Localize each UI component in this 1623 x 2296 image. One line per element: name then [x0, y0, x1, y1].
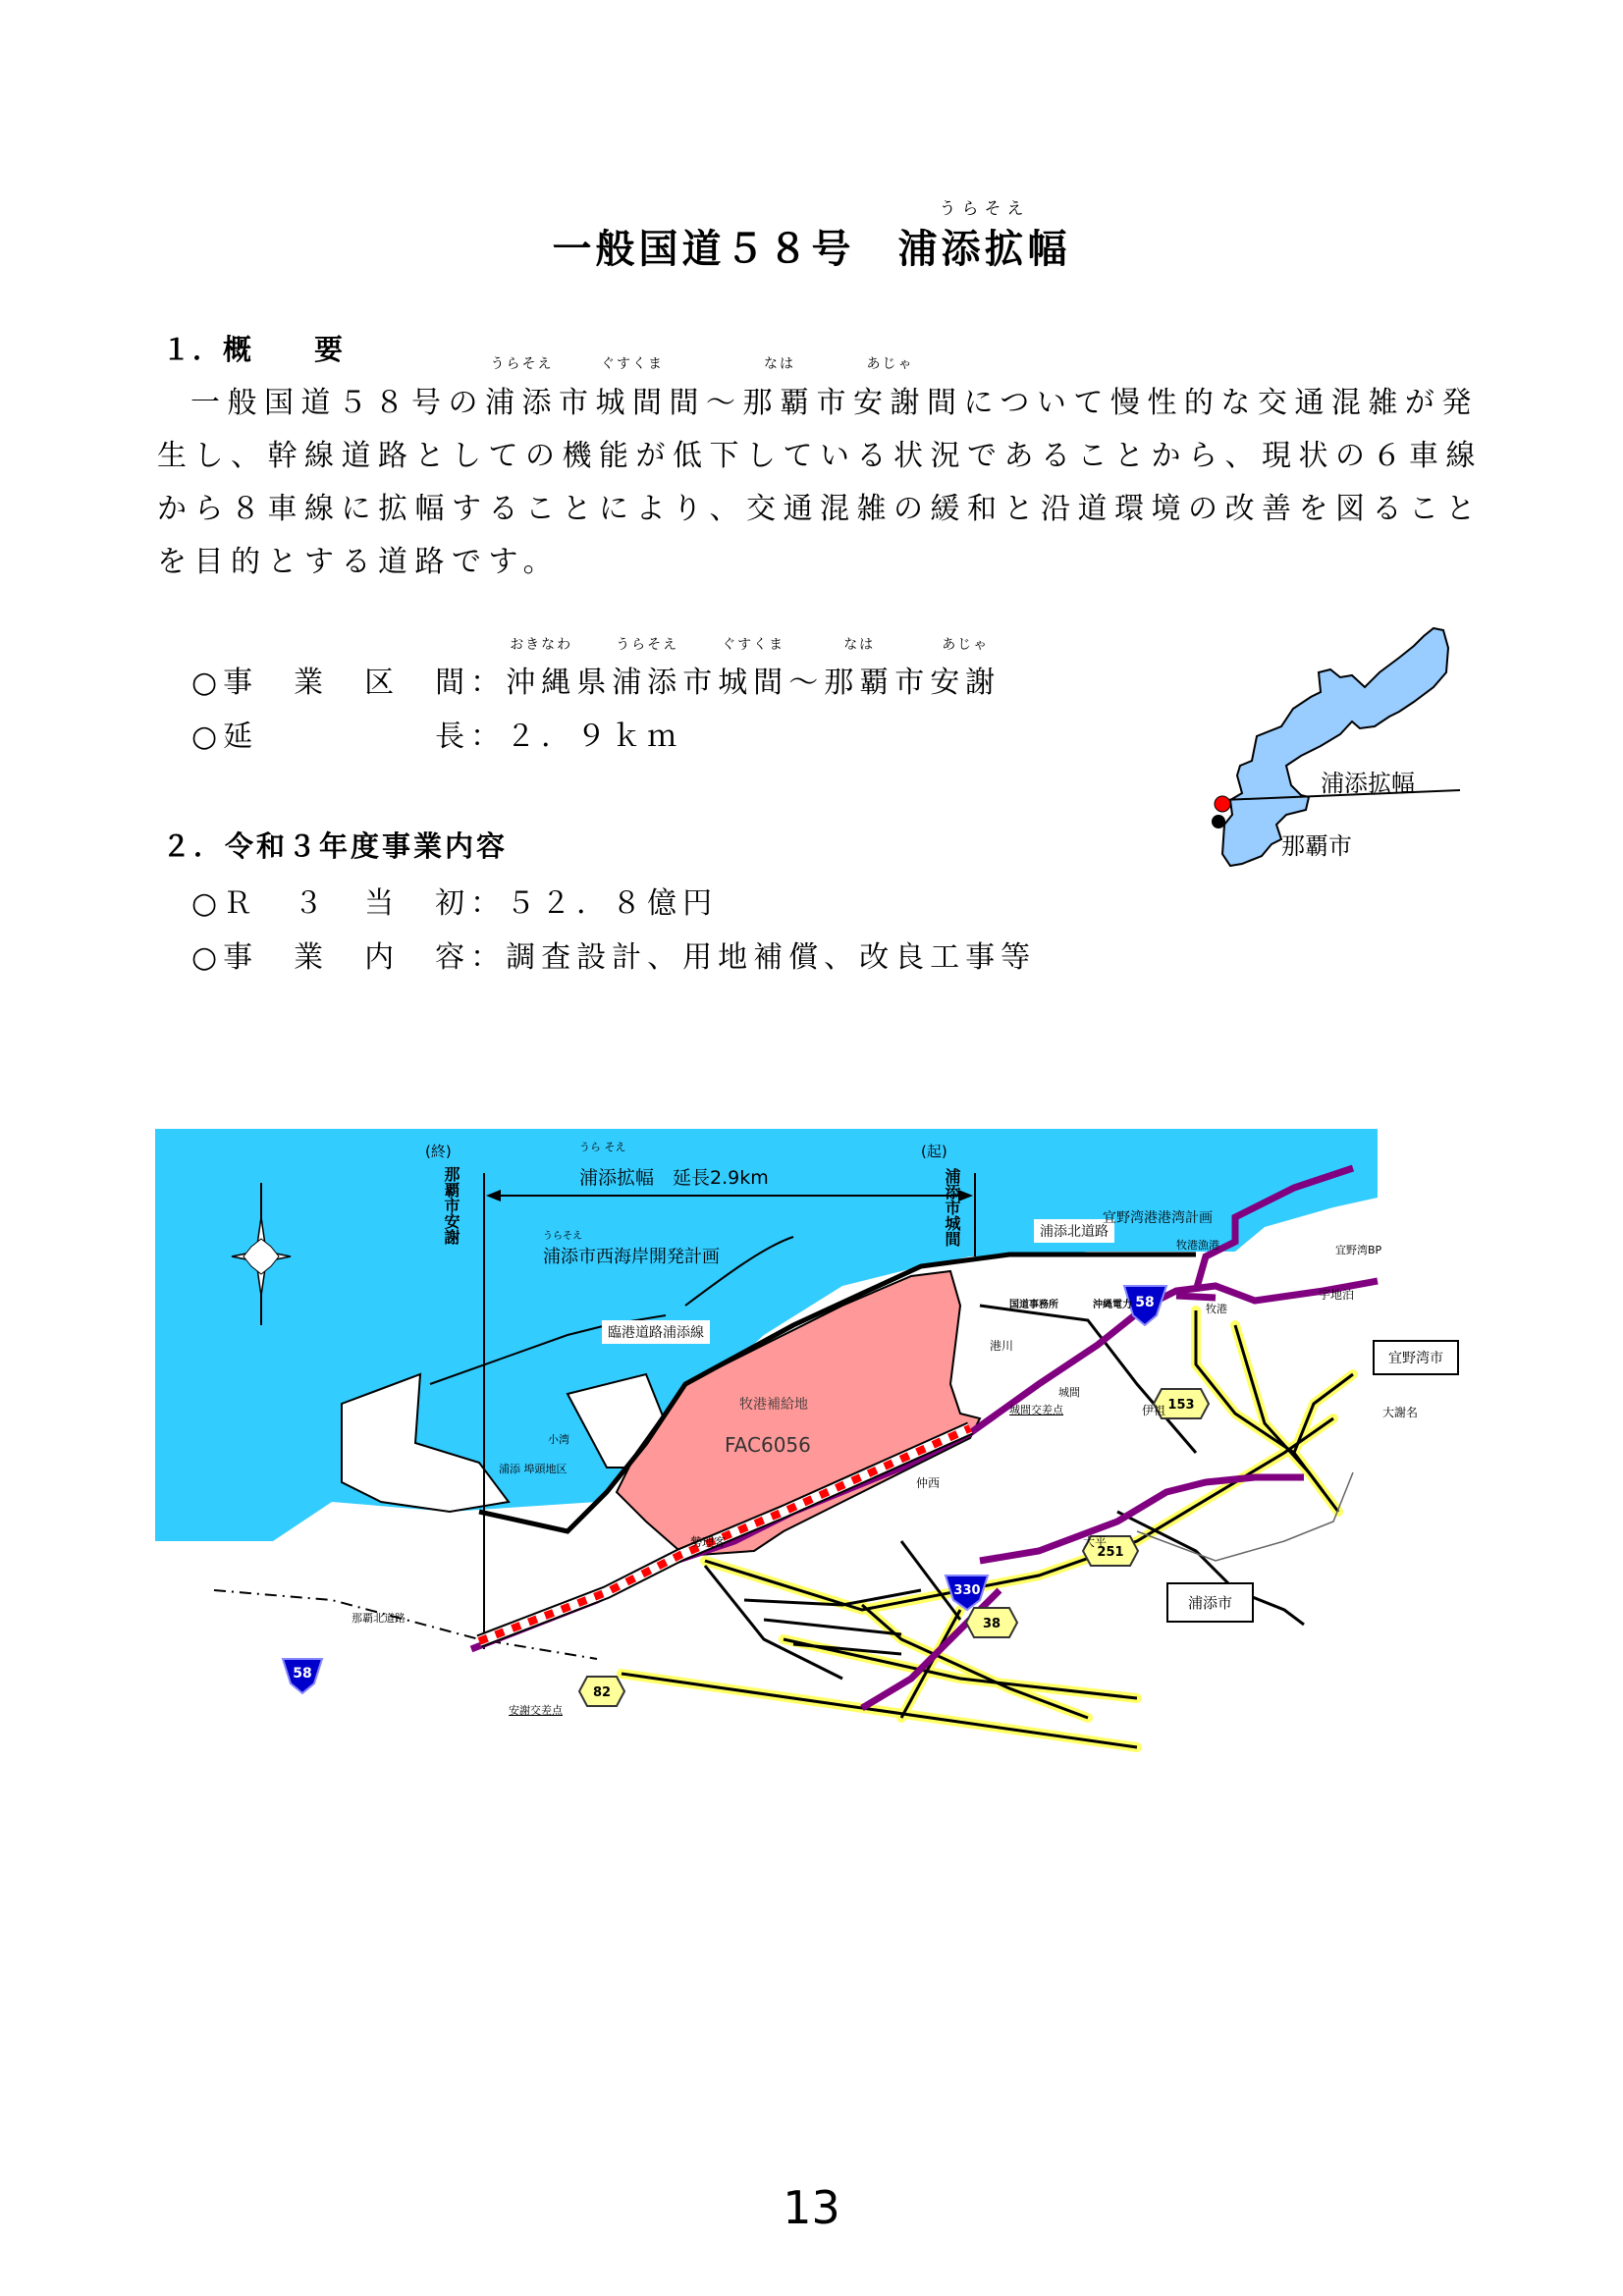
overview-paragraph: 一般国道５８号の うらそえ 浦添市 ぐすくま 城間間～ なは 那覇市 あじゃ 安謝間について慢性的な交通混雑が発 生し、幹線道路としての機能が低下している状況であることから、現状の６車線 から８車線に拡幅することにより、交通混雑の緩和と沿道環境の改善を図ること を目的とする道路です。 [157, 356, 1483, 579]
city-box-ginowan: 宜野湾市 [1373, 1340, 1459, 1375]
start-point-tag: (起) [921, 1143, 947, 1160]
end-point-name: 那覇市安謝 [442, 1166, 460, 1245]
svg-text:82: 82 [592, 1685, 612, 1700]
item-content: ○事 業 内 容：調査設計、用地補償、改良工事等 [191, 940, 1037, 975]
port-road-label: 臨港道路浦添線 [602, 1320, 710, 1344]
svg-text:58: 58 [293, 1666, 312, 1682]
ginowan-port-label: 宜野湾港港湾計画 [1103, 1210, 1213, 1226]
item-length: ○延 長：２．９ｋｍ [191, 720, 683, 754]
inset-project-label: 浦添拡幅 [1321, 770, 1415, 797]
kitadoro-label: 浦添北道路 [1034, 1219, 1114, 1243]
item-budget: ○Ｒ ３ 当 初：５２．８億円 [191, 886, 719, 921]
base-label: 牧港補給地 [739, 1397, 808, 1413]
title-ruby: うらそえ [939, 199, 1030, 219]
page-number: 13 [783, 2181, 840, 2234]
base-code: FAC6056 [725, 1433, 811, 1457]
end-point-tag: (終) [425, 1143, 452, 1160]
project-map: 58 58 330 153 251 38 82 (終) 那覇市安謝 (起) 浦添市城間 うら そえ 浦添拡幅 延長2.9km うらそえ 浦添市西海岸開発計画 臨港道路浦添線 浦添北道路 宜野湾港港湾計画 牧港漁港 牧港補給地 FAC6056 港川 城間 城間交差点 伊祖 仲西 勢理客 大平 大謝名 宇地泊 牧港 小湾 浦添 埠頭地区 宜野湾BP 那覇北道路 安謝交差点 国道事務所 沖縄電力 宜野湾市 浦添市 [155, 1129, 1471, 1767]
city-box-urasoe: 浦添市 [1166, 1582, 1254, 1623]
extent-label: 浦添拡幅 延長2.9km [579, 1167, 769, 1189]
inset-city-label: 那覇市 [1281, 832, 1352, 860]
svg-text:330: 330 [953, 1583, 981, 1598]
start-point-name: 浦添市城間 [943, 1168, 961, 1247]
svg-text:58: 58 [1135, 1295, 1155, 1310]
route-38-shield-icon [966, 1608, 1017, 1637]
section1-heading: １．概 要 [162, 333, 346, 366]
route-82-shield-icon [579, 1677, 624, 1706]
page-title [0, 199, 1623, 274]
item-section: ○事 業 区 間： おきなわ 沖縄県 うらそえ 浦添市 ぐすくま 城間～ なは 那覇市 あじゃ 安謝 [191, 637, 1001, 700]
svg-text:251: 251 [1097, 1545, 1124, 1560]
okinawa-inset-map [1203, 618, 1478, 883]
title-prefix: 一般国道５８号 [552, 227, 898, 272]
section2-heading: ２．令和３年度事業内容 [162, 829, 509, 863]
west-coast-plan-label: 浦添市西海岸開発計画 [543, 1247, 720, 1267]
naha-marker-icon [1212, 815, 1225, 828]
svg-text:38: 38 [982, 1617, 1001, 1631]
svg-text:153: 153 [1167, 1398, 1195, 1413]
project-marker-icon [1215, 796, 1230, 812]
title-name: 浦添拡幅 [897, 227, 1071, 272]
